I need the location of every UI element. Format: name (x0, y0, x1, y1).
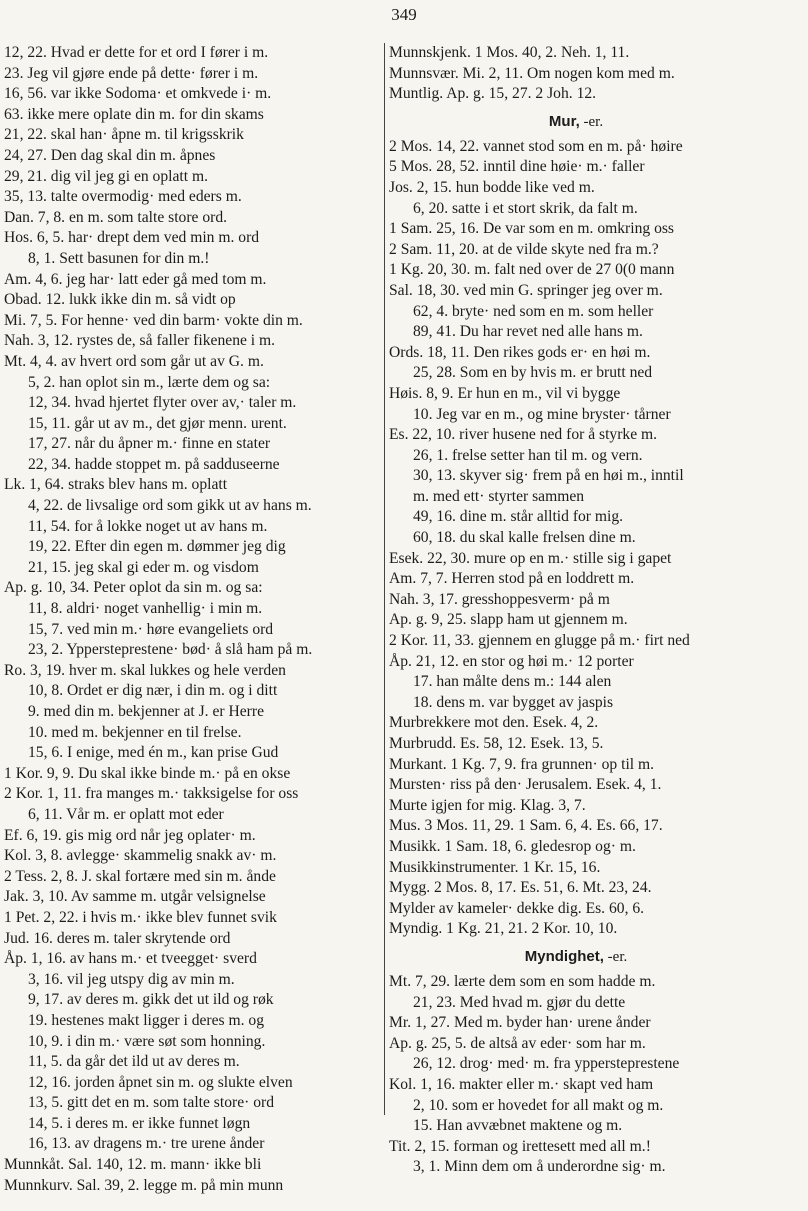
entry-line: Mt. 7, 29. lærte dem som en som hadde m. (389, 972, 656, 990)
section-heading (389, 105, 763, 137)
entry-line: Ap. g. 25, 5. de altså av eder· som har m. (389, 1034, 646, 1052)
entry-line: Ap. g. 9, 25. slapp ham ut gjennem m. (389, 611, 628, 629)
entry-line: 10. Jeg var en m., og mine bryster· tårner (413, 405, 671, 423)
entry-line: Lk. 1, 64. straks blev hans m. oplatt (4, 476, 228, 494)
entry-line: 12, 34. hvad hjertet flyter over av,· taler m. (28, 394, 297, 412)
entry-line: 15, 6. I enige, med én m., kan prise Gud (28, 744, 279, 762)
entry-line: Jak. 3, 10. Av samme m. utgår velsignelse (4, 888, 266, 906)
entry-line: Am. 4, 6. jeg har· latt eder gå med tom m. (4, 270, 267, 288)
entry-line: 22, 34. hadde stoppet m. på sadduseerne (28, 455, 280, 473)
entry-line: Myndig. 1 Kg. 21, 21. 2 Kor. 10, 10. (389, 920, 618, 938)
entry-line: 23, 2. Yppersteprestene· bød· å slå ham på m. (28, 641, 313, 659)
entry-line: 19. hestenes makt ligger i deres m. og (28, 1011, 265, 1029)
entry-line: Ap. g. 10, 34. Peter oplot da sin m. og sa: (4, 579, 263, 597)
entry-line: Nah. 3, 12. rystes de, så faller fikenene i m. (4, 332, 276, 350)
entry-line: 24, 27. Den dag skal din m. åpnes (4, 146, 216, 164)
entry-line: 35, 13. talte overmodig· med eders m. (4, 188, 242, 206)
entry-line: 17. han målte dens m.: 144 alen (413, 673, 612, 691)
entry-line: 2 Kor. 11, 33. gjennem en glugge på m.· firt ned (389, 632, 690, 650)
entry-line: Høis. 8, 9. Er hun en m., vil vi bygge (389, 384, 621, 402)
entry-line: Mus. 3 Mos. 11, 29. 1 Sam. 6, 4. Es. 66, 17. (389, 817, 663, 835)
entry-line: 15, 7. ved min m.· høre evangeliets ord (28, 620, 274, 638)
right-column (389, 43, 763, 1176)
entry-line: 60, 18. du skal kalle frelsen dine m. (413, 529, 636, 547)
entry-line: Mr. 1, 27. Med m. byder han· urene ånder (389, 1014, 651, 1032)
entry-line: Sal. 18, 30. ved min G. springer jeg over m. (389, 281, 663, 299)
entry-line: Muntlig. Ap. g. 15, 27. 2 Joh. 12. (389, 85, 597, 103)
entry-line: Ef. 6, 19. gis mig ord når jeg oplater· m. (4, 826, 256, 844)
entry-line: Mt. 4, 4. av hvert ord som går ut av G. m. (4, 352, 264, 370)
entry-line: 1 Kor. 9, 9. Du skal ikke binde m.· på en okse (4, 764, 291, 782)
entry-line: 1 Pet. 2, 22. i hvis m.· ikke blev funnet svik (4, 908, 277, 926)
entry-line: 19, 22. Efter din egen m. dømmer jeg dig (28, 538, 286, 556)
entry-line: 62, 4. bryte· ned som en m. som heller (413, 302, 654, 320)
entry-line: 17, 27. når du åpner m.· finne en stater (28, 435, 271, 453)
entry-line: Murbrekkere mot den. Esek. 4, 2. (389, 714, 599, 732)
heading-suffix: -er. (579, 113, 604, 130)
entry-line: 2 Tess. 2, 8. J. skal fortære med sin m. ånde (4, 867, 276, 885)
page-number: 349 (391, 5, 417, 24)
heading-suffix: -er. (603, 948, 628, 965)
entry-line: 25, 28. Som en by hvis m. er brutt ned (413, 364, 653, 382)
entry-line: Munnkåt. Sal. 140, 12. m. mann· ikke bli (4, 1156, 262, 1174)
entry-line: 9, 17. av deres m. gikk det ut ild og røk (28, 991, 274, 1009)
entry-line: m. med ett· styrter sammen (413, 487, 585, 505)
entry-line: Esek. 22, 30. mure op en m.· stille sig i gapet (389, 549, 672, 567)
entry-line: 6, 20. satte i et stort skrik, da falt m. (413, 199, 638, 217)
entry-line: Murkant. 1 Kg. 7, 9. fra grunnen· op til m. (389, 755, 655, 773)
heading-word: Mur, (548, 112, 580, 130)
entry-line: Munnsvær. Mi. 2, 11. Om nogen kom med m. (389, 64, 675, 82)
entry-line: 5, 2. han oplot sin m., lærte dem og sa: (28, 373, 271, 391)
entry-line: 2 Mos. 14, 22. vannet stod som en m. på· høire (389, 137, 683, 155)
entry-line: 2, 10. som er hovedet for all makt og m. (413, 1096, 664, 1114)
entry-line: 2 Kor. 1, 11. fra manges m.· takksigelse for oss (4, 785, 299, 803)
entry-line: 29, 21. dig vil jeg gi en oplatt m. (4, 167, 208, 185)
entry-line: Nah. 3, 17. gresshoppesverm· på m (389, 590, 610, 608)
entry-line: Musikkinstrumenter. 1 Kr. 15, 16. (389, 858, 601, 876)
entry-line: Mi. 7, 5. For henne· ved din barm· vokte din m. (4, 311, 303, 329)
left-column (4, 43, 382, 1194)
entry-line: 1 Sam. 25, 16. De var som en m. omkring oss (389, 220, 674, 238)
entry-line: 30, 13. skyver sig· frem på en høi m., inntil (413, 467, 684, 485)
entry-line: 10. med m. bekjenner en til frelse. (28, 723, 242, 741)
entry-line: 12, 16. jorden åpnet sin m. og slukte elven (28, 1073, 293, 1091)
entry-line: Es. 22, 10. river husene ned for å styrke m. (389, 426, 658, 444)
entry-line: 21, 23. Med hvad m. gjør du dette (413, 993, 626, 1011)
entry-line: 11, 8. aldri· noget vanhellig· i min m. (28, 600, 263, 618)
entry-line: 16, 56. var ikke Sodoma· et omkvede i· m. (4, 85, 272, 103)
entry-line: Hos. 6, 5. har· drept dem ved min m. ord (4, 229, 260, 247)
entry-line: 11, 5. da går det ild ut av deres m. (28, 1053, 240, 1071)
entry-line: 26, 12. drog· med· m. fra yppersteprestene (413, 1055, 680, 1073)
entry-line: Kol. 3, 8. avlegge· skammelig snakk av· m. (4, 847, 277, 865)
entry-line: 4, 22. de livsalige ord som gikk ut av hans m. (28, 497, 312, 515)
entry-line: Mursten· riss på den· Jerusalem. Esek. 4, 1. (389, 776, 662, 794)
entry-line: Åp. 1, 16. av hans m.· et tveegget· sverd (4, 950, 257, 968)
entry-line: 5 Mos. 28, 52. inntil dine høie· m.· faller (389, 158, 645, 176)
entry-line: 12, 22. Hvad er dette for et ord I fører i m. (4, 44, 269, 61)
entry-line: Mygg. 2 Mos. 8, 17. Es. 51, 6. Mt. 23, 24. (389, 879, 652, 897)
entry-line: Munnskjenk. 1 Mos. 40, 2. Neh. 1, 11. (389, 44, 630, 61)
heading-word: Myndighet, (524, 947, 604, 965)
entry-line: 63. ikke mere oplate din m. for din skams (4, 105, 264, 123)
entry-line: 3, 1. Minn dem om å underordne sig· m. (413, 1158, 666, 1176)
entry-line: 23. Jeg vil gjøre ende på dette· fører i m. (4, 64, 259, 82)
entry-line: 16, 13. av dragens m.· tre urene ånder (28, 1135, 265, 1153)
column-divider (384, 43, 385, 1115)
entry-line: 9. med din m. bekjenner at J. er Herre (28, 703, 264, 720)
entry-line: Ords. 18, 11. Den rikes gods er· en høi m. (389, 343, 651, 361)
entry-line: 15, 11. går ut av m., det gjør menn. urent. (28, 414, 287, 432)
entry-line: Murbrudd. Es. 58, 12. Esek. 13, 5. (389, 735, 604, 752)
entry-line: Ro. 3, 19. hver m. skal lukkes og hele verden (4, 661, 286, 679)
entry-line: 21, 15. jeg skal gi eder m. og visdom (28, 558, 259, 576)
entry-line: 8, 1. Sett basunen for din m.! (28, 249, 210, 267)
section-heading (389, 940, 763, 972)
entry-line: Am. 7, 7. Herren stod på en loddrett m. (389, 570, 635, 588)
entry-line: 2 Sam. 11, 20. at de vilde skyte ned fra m.? (389, 240, 659, 258)
entry-line: 11, 54. for å lokke noget ut av hans m. (28, 517, 268, 535)
entry-line: 18. dens m. var bygget av jaspis (413, 693, 614, 711)
entry-line: Åp. 21, 12. en stor og høi m.· 12 porter (389, 652, 634, 670)
entry-line: Kol. 1, 16. makter eller m.· skapt ved ham (389, 1075, 654, 1093)
entry-line: 26, 1. frelse setter han til m. og vern. (413, 446, 643, 464)
entry-line: 14, 5. i deres m. er ikke funnet løgn (28, 1114, 251, 1132)
entry-line: 49, 16. dine m. står alltid for mig. (413, 508, 624, 526)
entry-line: 15. Han avvæbnet maktene og m. (413, 1117, 623, 1135)
entry-line: Jos. 2, 15. hun bodde like ved m. (389, 178, 595, 196)
entry-line: 1 Kg. 20, 30. m. falt ned over de 27 0(0 mann (389, 261, 675, 279)
entry-line: Musikk. 1 Sam. 18, 6. gledesrop og· m. (389, 837, 636, 855)
entry-line: Jud. 16. deres m. taler skrytende ord (4, 929, 231, 947)
entry-line: 89, 41. Du har revet ned alle hans m. (413, 323, 643, 341)
entry-line: Mylder av kameler· dekke dig. Es. 60, 6. (389, 899, 645, 917)
entry-line: Murte igjen for mig. Klag. 3, 7. (389, 796, 586, 814)
entry-line: Dan. 7, 8. en m. som talte store ord. (4, 208, 228, 226)
entry-line: 21, 22. skal han· åpne m. til krigsskrik (4, 126, 244, 144)
entry-line: 13, 5. gitt det en m. som talte store· ord (28, 1094, 274, 1112)
entry-line: Tit. 2, 15. forman og irettesett med all m.! (389, 1137, 651, 1155)
entry-line: Obad. 12. lukk ikke din m. så vidt op (4, 291, 236, 309)
entry-line: Munnkurv. Sal. 39, 2. legge m. på min munn (4, 1176, 284, 1194)
entry-line: 3, 16. vil jeg utspy dig av min m. (28, 970, 235, 988)
entry-line: 10, 8. Ordet er dig nær, i din m. og i ditt (28, 682, 278, 700)
entry-line: 10, 9. i din m.· være søt som honning. (28, 1032, 266, 1050)
entry-line: 6, 11. Vår m. er oplatt mot eder (28, 805, 224, 823)
